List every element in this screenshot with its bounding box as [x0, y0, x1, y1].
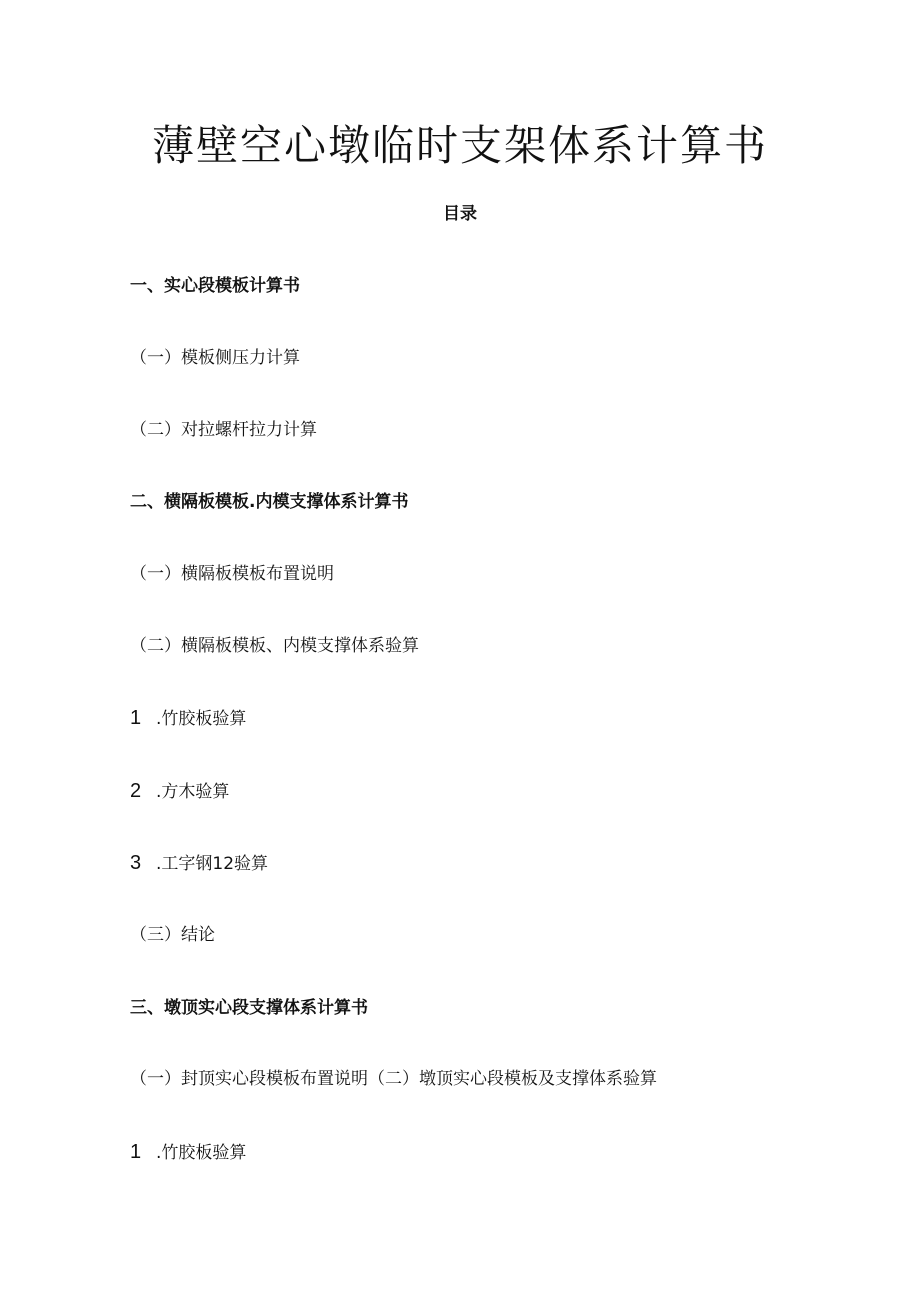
toc-item-text: .方木验算 [156, 782, 230, 802]
toc-item-text: .竹胶板验算 [156, 1143, 247, 1163]
document-title: 薄壁空心墩临时支架体系计算书 [151, 121, 768, 170]
toc-subsection-1-1 [130, 346, 300, 370]
toc-item-text: 二、横隔板模板.内模支撑体系计算书 [130, 492, 409, 512]
toc-subsection-2-3 [130, 923, 215, 947]
toc-item-text: （一）封顶实心段模板布置说明（二）墩顶实心段模板及支撑体系验算 [130, 1069, 657, 1089]
toc-item-text: .竹胶板验算 [156, 709, 247, 729]
toc-item-text: 三、墩顶实心段支撑体系计算书 [130, 998, 368, 1018]
toc-item-text: .工字钢12验算 [156, 854, 269, 874]
toc-numbered-item [130, 779, 229, 804]
toc-subsection-1-2 [130, 418, 317, 442]
toc-numbered-item [130, 706, 246, 731]
toc-item-number: 1 [130, 707, 142, 729]
toc-section-2 [130, 490, 408, 514]
toc-item-number: 3 [130, 852, 142, 874]
toc-item-text: （三）结论 [130, 925, 215, 945]
toc-numbered-item [130, 851, 268, 876]
toc-item-text: （一）横隔板模板布置说明 [130, 564, 334, 584]
toc-item-number: 2 [130, 780, 142, 802]
toc-numbered-item [130, 1140, 246, 1165]
toc-subsection-3-1 [130, 1067, 657, 1091]
toc-item-number: 1 [130, 1141, 142, 1163]
toc-item-text: （二）横隔板模板、内模支撑体系验算 [130, 636, 419, 656]
toc-heading: 目录 [443, 204, 477, 224]
toc-subsection-2-2 [130, 634, 419, 658]
toc-item-text: 一、实心段模板计算书 [130, 276, 300, 296]
toc-item-text: （二）对拉螺杆拉力计算 [130, 420, 317, 440]
toc-subsection-2-1 [130, 562, 334, 586]
toc-item-text: （一）模板侧压力计算 [130, 348, 300, 368]
toc-section-3 [130, 996, 368, 1020]
toc-section-1 [130, 274, 300, 298]
